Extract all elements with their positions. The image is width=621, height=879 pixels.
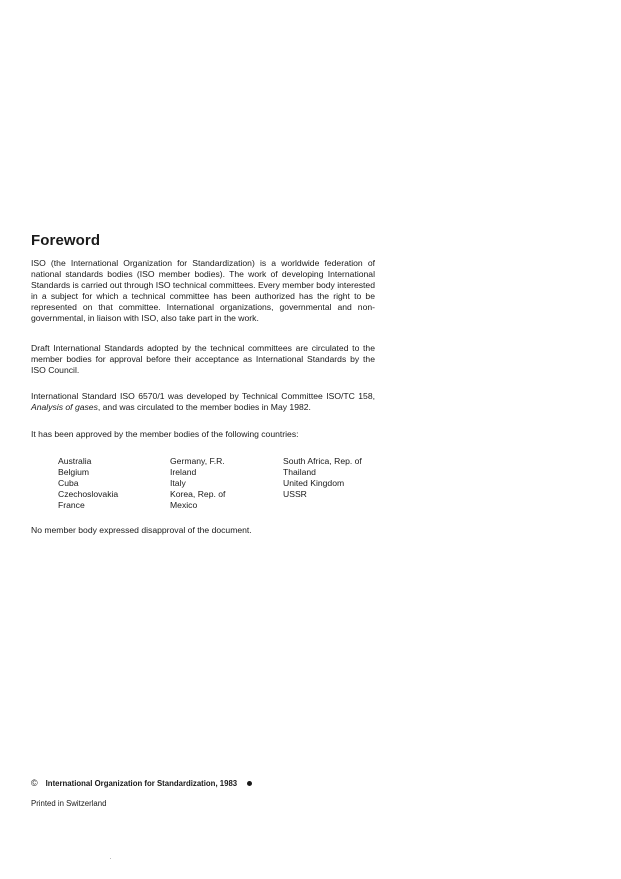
standard-circulated-text: , and was circulated to the member bodies in May 1982.: [97, 402, 311, 412]
country-column-2: [170, 456, 283, 511]
foreword-paragraph-draft-standards: Draft International Standards adopted by the technical committees are circulated to the member bodies for approval before their acceptance as International Standards by the ISO Council.: [31, 343, 375, 375]
country-item: France: [58, 500, 85, 510]
country-item: Czechoslovakia: [58, 489, 119, 499]
copyright-line: [31, 778, 252, 788]
scan-speck: [110, 858, 111, 859]
country-item: Ireland: [170, 467, 197, 477]
country-list: [58, 456, 388, 511]
committee-name: Analysis of gases: [31, 402, 98, 412]
country-item: Belgium: [58, 467, 90, 477]
copyright-text: International Organization for Standardization, 1983: [45, 778, 238, 788]
country-item: Cuba: [58, 478, 79, 488]
foreword-paragraph-approval: It has been approved by the member bodies of the following countries:: [31, 429, 299, 439]
printed-in-note: Printed in Switzerland: [31, 799, 107, 808]
copyright-icon: ©: [31, 778, 38, 788]
country-item: Germany, F.R.: [170, 456, 225, 466]
country-item: Australia: [58, 456, 92, 466]
country-item: Italy: [170, 478, 186, 488]
country-item: USSR: [283, 489, 307, 499]
foreword-paragraph-iso-intro: ISO (the International Organization for Standardization) is a worldwide federation of national standards bodies (ISO member bodies). The work of developing International Standards is carried out through ISO technical committees. Every member body interested in a subject for which a technical committee has been authorized has the right to be represented on that committee. International organizations, governmental and non-governmental, in liaison with ISO, also take part in the work.: [31, 258, 375, 323]
country-item: Korea, Rep. of: [170, 489, 226, 499]
country-column-3: [283, 456, 388, 511]
standard-developed-text: International Standard ISO 6570/1 was developed by Technical Committee ISO/TC 158,: [31, 391, 375, 401]
country-column-1: [58, 456, 170, 511]
foreword-paragraph-no-disapproval: No member body expressed disapproval of the document.: [31, 525, 252, 535]
country-item: Mexico: [170, 500, 198, 510]
foreword-title: Foreword: [31, 232, 101, 249]
bullet-dot-icon: [247, 781, 252, 786]
foreword-paragraph-standard-developed: [31, 391, 375, 413]
country-item: Thailand: [283, 467, 316, 477]
country-item: South Africa, Rep. of: [283, 456, 362, 466]
country-item: United Kingdom: [283, 478, 345, 488]
